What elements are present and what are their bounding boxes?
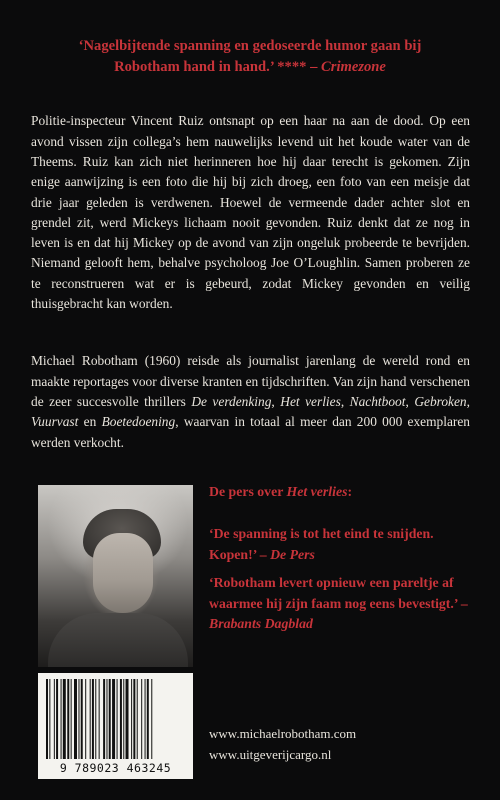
book-title: Het verlies (280, 393, 341, 409)
press-heading-title: Het verlies (286, 484, 348, 499)
synopsis-text: Politie-inspecteur Vincent Ruiz ontsnapt op een haar na aan de dood. Op een avond vissen zijn collega’s hem nauwelijks levend uit het koude water van de Theems. Ruiz kan zich niet herinneren hoe hij daar terecht is gekomen. Zijn enige aanwijzing is een foto die hij bij zich droeg, een foto van een meisje dat drie jaar geleden is verdwenen. Hoewel de vermeende dader achter slot en grendel zit, werd Mickeys lichaam nooit gevonden. Ruiz denkt dat ze nog in leven is en dat hij Mickey op de avond van zijn ongeluk probeerde te bevrijden. Niemand gelooft hem, behalve psycholoog Joe O’Loughlin. Samen proberen ze te reconstrueren wat er is gebeurd, zodat Mickey gevonden en veilig thuisgebracht kan worden. (31, 113, 470, 312)
barcode-number: 9 789023 463245 (59, 761, 172, 775)
top-quote-line1: ‘Nagelbijtende spanning en gedoseerde humor gaan bij (78, 38, 422, 54)
book-title: Gebroken (414, 393, 467, 409)
press-quote (209, 573, 471, 635)
press-quote-source: De Pers (270, 546, 315, 562)
publisher-website[interactable]: www.uitgeverijcargo.nl (209, 747, 332, 762)
top-review-quote (30, 36, 470, 78)
press-quote-source: Brabants Dagblad (209, 616, 313, 631)
isbn-barcode (38, 673, 193, 779)
press-quote (209, 524, 471, 565)
press-quote-text: ‘De spanning is tot het eind te snijden. Kopen!’ – (209, 526, 434, 562)
book-title: Boetedoening (101, 414, 176, 430)
bio-outro: , waarvan in totaal al meer dan 200 000 exemplaren werden verkocht. (31, 414, 470, 450)
book-title: Vuurvast (31, 414, 79, 430)
book-title: Nachtboot (349, 393, 406, 409)
press-quote-text: ‘Robotham levert opnieuw een pareltje af waarmee hij zijn faam nog eens bevestigt.’ – (209, 575, 468, 611)
book-title: De verdenking (191, 393, 272, 409)
author-photo (38, 485, 193, 667)
author-website[interactable]: www.michaelrobotham.com (209, 726, 357, 741)
press-heading (209, 484, 352, 500)
author-bio: Michael Robotham (1960) reisde als journalist jarenlang de wereld rond en maakte reportages voor diverse kranten en tijdschriften. Van zijn hand verschenen de zeer succesvolle thrillers De verdenking, Het verlies, Nachtboot, Gebroken, Vuurvast en Boetedoening, waarvan in totaal al meer dan 200 000 exemplaren werden verkocht. (31, 353, 470, 450)
press-heading-prefix: De pers over (209, 484, 287, 499)
press-heading-suffix: : (347, 484, 353, 499)
barcode-bars (46, 679, 185, 759)
top-quote-source: Crimezone (321, 59, 386, 75)
top-quote-line2: Robotham hand in hand.’ **** – (114, 59, 322, 75)
bio-intro: Michael Robotham (1960) reisde als journalist jarenlang de wereld rond en maakte reportages voor diverse kranten en tijdschriften. Van zijn hand verschenen de zeer succesvolle thrillers (31, 353, 470, 409)
